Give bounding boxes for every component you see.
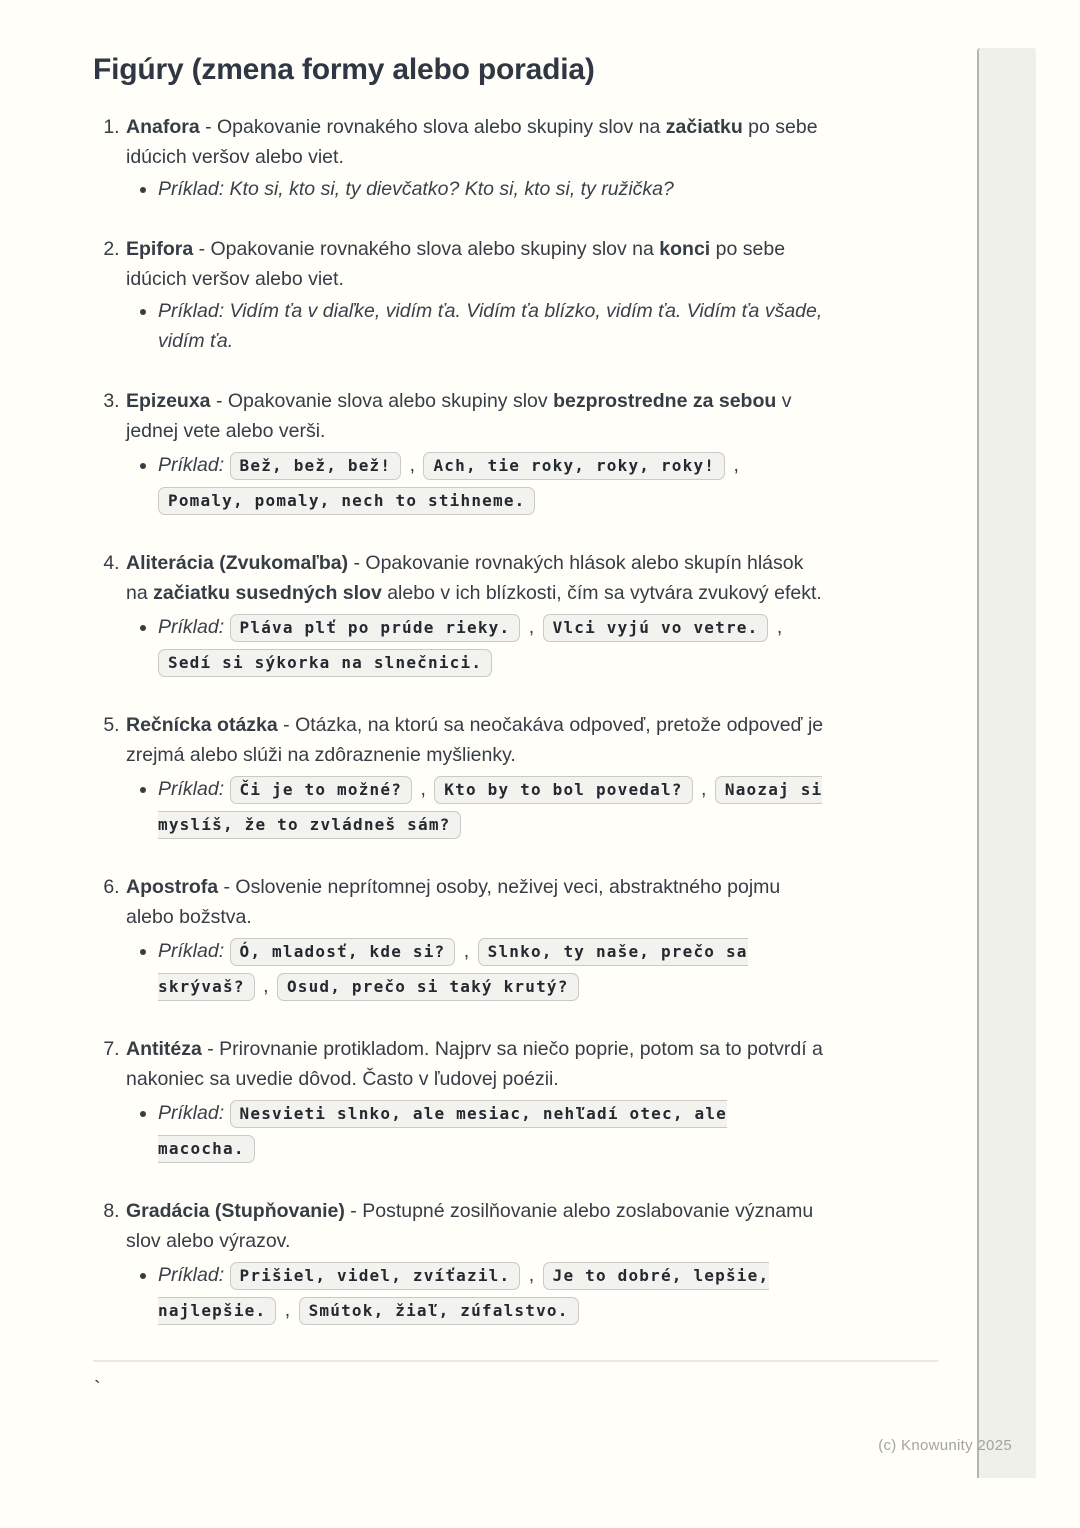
example-list xyxy=(126,448,825,518)
code-snippet: Ach, tie roky, roky, roky! xyxy=(423,452,725,480)
figure-item: 1. Anafora - Opakovanie rovnakého slova alebo skupiny slov na začiatku po sebe idúcich veršov alebo viet. • Príklad: Kto si, kto si, ty dievčatko? Kto si, kto si, ty ružička? xyxy=(125,112,825,204)
code-separator: , xyxy=(523,1264,540,1286)
code-separator: , xyxy=(404,454,421,476)
code-separator: , xyxy=(279,1299,296,1321)
example-item xyxy=(158,934,825,1004)
code-separator: , xyxy=(458,940,475,962)
example-label: Príklad: xyxy=(158,1102,225,1124)
figure-description-bold: konci xyxy=(659,238,711,260)
example-list xyxy=(126,174,825,204)
code-separator: , xyxy=(257,975,274,997)
figure-term: Anafora xyxy=(126,116,200,138)
code-separator: , xyxy=(415,778,432,800)
figure-item: 5. Rečnícka otázka - Otázka, na ktorú sa neočakáva odpoveď, pretože odpoveď je zrejmá alebo slúži na zdôraznenie myšlienky. • Príklad: Či je to možné? , Kto by to bol povedal? , Naozaj si myslíš, že to zvládneš sám? xyxy=(125,710,825,842)
example-item xyxy=(158,296,825,356)
example-item xyxy=(158,448,825,518)
code-snippet: Osud, prečo si taký krutý? xyxy=(277,973,579,1001)
example-label: Príklad: xyxy=(158,454,225,476)
example-item xyxy=(158,772,825,842)
figure-description-bold: začiatku susedných slov xyxy=(153,582,382,604)
example-list xyxy=(126,772,825,842)
figure-description-bold: začiatku xyxy=(665,116,743,138)
code-snippet: Pomaly, pomaly, nech to stihneme. xyxy=(158,487,535,515)
example-text: Kto si, kto si, ty dievčatko? Kto si, kto si, ty ružička? xyxy=(229,178,674,200)
figure-term: Gradácia (Stupňovanie) xyxy=(126,1200,345,1222)
figure-term: Antitéza xyxy=(126,1038,202,1060)
scrollbar-track[interactable] xyxy=(977,48,1036,1478)
code-snippet: Nesvieti slnko, ale mesiac, nehľadí otec, ale macocha. xyxy=(158,1100,727,1163)
code-snippet: Naozaj si myslíš, že to zvládneš sám? xyxy=(158,776,822,839)
code-snippet: Je to dobré, lepšie, najlepšie. xyxy=(158,1262,769,1325)
example-item xyxy=(158,174,825,204)
example-list xyxy=(126,296,825,356)
figure-item: 6. Apostrofa - Oslovenie neprítomnej osoby, neživej veci, abstraktného pojmu alebo božstva. • Príklad: Ó, mladosť, kde si? , Slnko, ty naše, prečo sa skrývaš? , Osud, prečo si taký krutý? xyxy=(125,872,825,1004)
figure-term: Rečnícka otázka xyxy=(126,714,278,736)
figure-term: Apostrofa xyxy=(126,876,219,898)
example-text: Vidím ťa v diaľke, vidím ťa. Vidím ťa blízko, vidím ťa. Vidím ťa všade, vidím ťa. xyxy=(158,300,823,352)
figure-term: Epizeuxa xyxy=(126,390,211,412)
example-list xyxy=(126,1096,825,1166)
stray-backtick: ` xyxy=(94,1378,101,1400)
code-snippet: Vlci vyjú vo vetre. xyxy=(543,614,769,642)
code-separator: , xyxy=(523,616,540,638)
example-label: Príklad: xyxy=(158,300,225,322)
code-snippet: Slnko, ty naše, prečo sa skrývaš? xyxy=(158,938,748,1001)
figure-item: 3. Epizeuxa - Opakovanie slova alebo skupiny slov bezprostredne za sebou v jednej vete alebo verši. • Príklad: Bež, bež, bež! , Ach, tie roky, roky, roky! , Pomaly, pomaly, nech to stihneme. xyxy=(125,386,825,518)
code-separator: , xyxy=(728,454,739,476)
code-snippet: Kto by to bol povedal? xyxy=(434,776,692,804)
example-list xyxy=(126,934,825,1004)
code-snippet: Prišiel, videl, zvíťazil. xyxy=(230,1262,521,1290)
example-item xyxy=(158,1258,825,1328)
page-title: Figúry (zmena formy alebo poradia) xyxy=(93,53,595,86)
example-item xyxy=(158,1096,825,1166)
example-item xyxy=(158,610,825,680)
code-snippet: Pláva plť po prúde rieky. xyxy=(230,614,521,642)
figure-term: Aliterácia (Zvukomaľba) xyxy=(126,552,349,574)
figure-description-bold: bezprostredne za sebou xyxy=(553,390,777,412)
example-list xyxy=(126,1258,825,1328)
code-snippet: Smútok, žiaľ, zúfalstvo. xyxy=(299,1297,579,1325)
example-label: Príklad: xyxy=(158,778,225,800)
code-separator: , xyxy=(695,778,712,800)
code-separator: , xyxy=(771,616,783,638)
figures-list xyxy=(93,112,825,1328)
example-label: Príklad: xyxy=(158,1264,225,1286)
figure-item: 2. Epifora - Opakovanie rovnakého slova alebo skupiny slov na konci po sebe idúcich veršov alebo viet. • Príklad: Vidím ťa v diaľke, vidím ťa. Vidím ťa blízko, vidím ťa. Vidím ťa všade, vidím ťa. xyxy=(125,234,825,356)
divider xyxy=(93,1360,938,1362)
example-label: Príklad: xyxy=(158,616,225,638)
page-footer: (c) Knowunity 2025 xyxy=(878,1437,1012,1454)
example-label: Príklad: xyxy=(158,178,225,200)
figure-item: 8. Gradácia (Stupňovanie) - Postupné zosilňovanie alebo zoslabovanie významu slov alebo výrazov. • Príklad: Prišiel, videl, zvíťazil. , Je to dobré, lepšie, najlepšie. , Smútok, žiaľ, zúfalstvo. xyxy=(125,1196,825,1328)
example-label: Príklad: xyxy=(158,940,225,962)
figure-item: 7. Antitéza - Prirovnanie protikladom. Najprv sa niečo poprie, potom sa to potvrdí a nakoniec sa uvedie dôvod. Často v ľudovej poézii. • Príklad: Nesvieti slnko, ale mesiac, nehľadí otec, ale macocha. xyxy=(125,1034,825,1166)
figure-item: 4. Aliterácia (Zvukomaľba) - Opakovanie rovnakých hlások alebo skupín hlások na začiatku susedných slov alebo v ich blízkosti, čím sa vytvára zvukový efekt. • Príklad: Pláva plť po prúde rieky. , Vlci vyjú vo vetre. , Sedí si sýkorka na slnečnici. xyxy=(125,548,825,680)
figure-term: Epifora xyxy=(126,238,194,260)
code-snippet: Bež, bež, bež! xyxy=(230,452,402,480)
code-snippet: Či je to možné? xyxy=(230,776,413,804)
code-snippet: Sedí si sýkorka na slnečnici. xyxy=(158,649,492,677)
example-list xyxy=(126,610,825,680)
code-snippet: Ó, mladosť, kde si? xyxy=(230,938,456,966)
